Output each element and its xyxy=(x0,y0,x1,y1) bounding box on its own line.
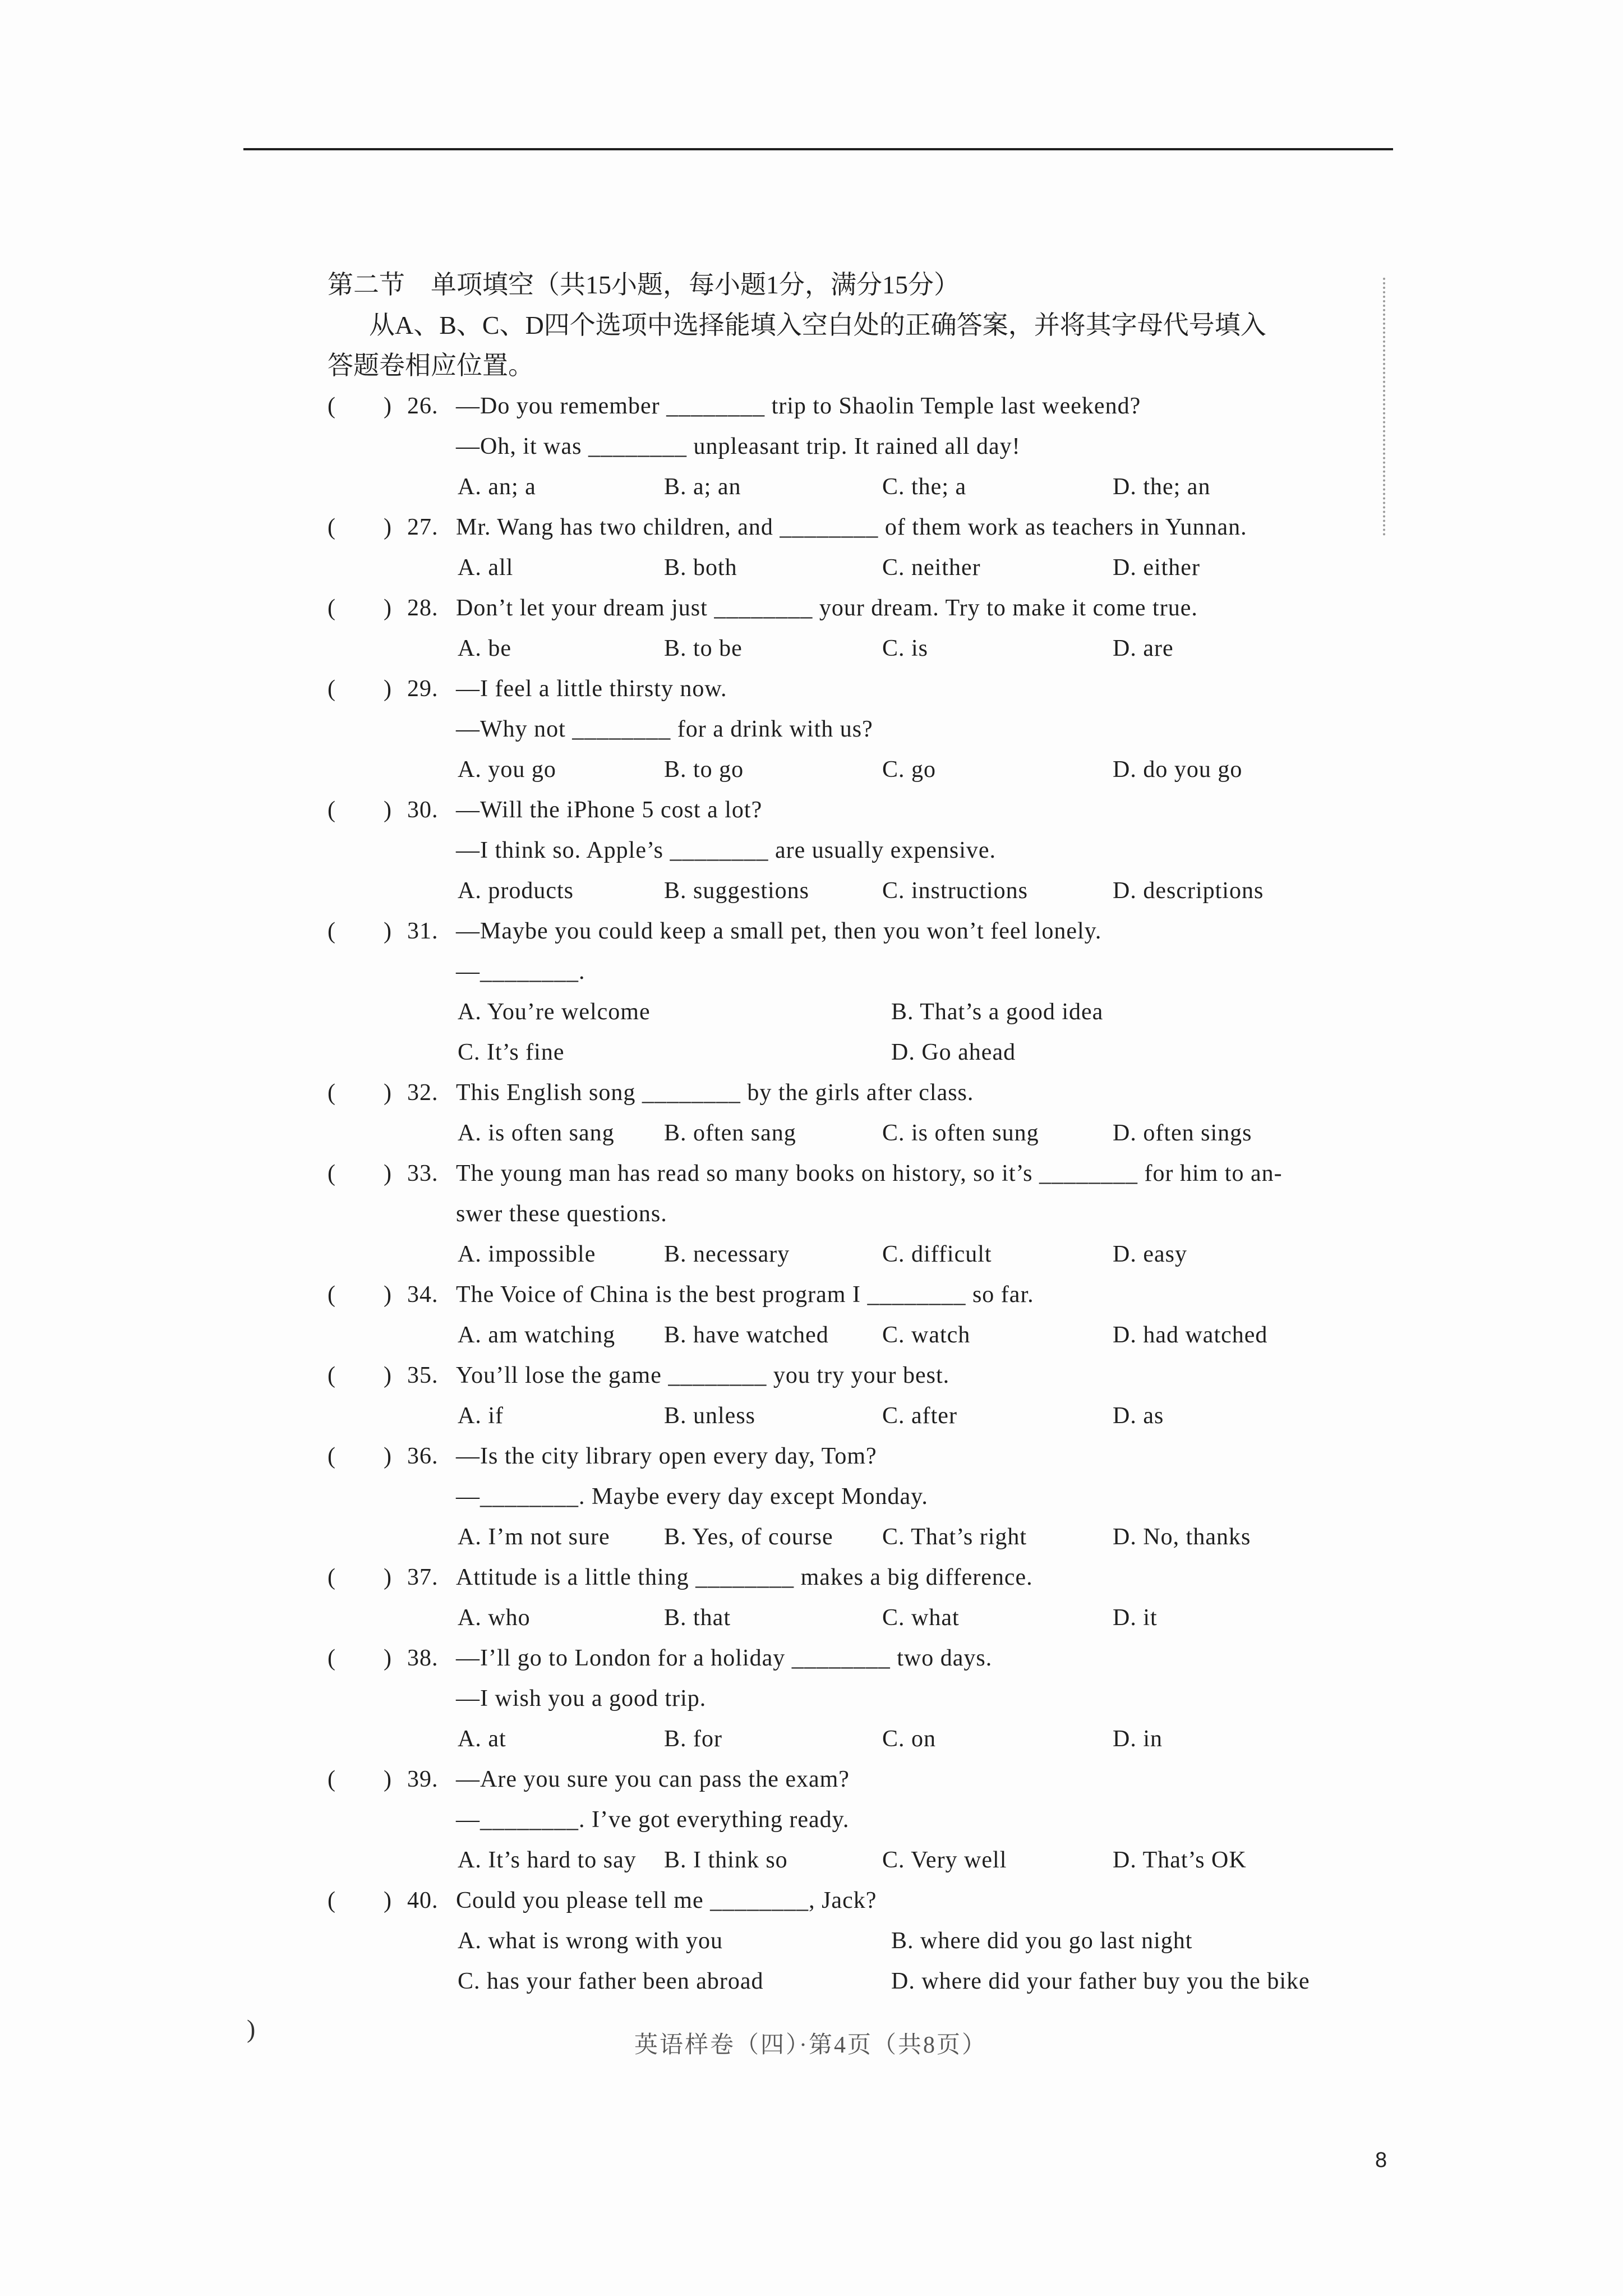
option-c: C. neither xyxy=(882,555,981,581)
question-stem: —________. I’ve got everything ready. xyxy=(456,1807,850,1833)
question-number: 27. xyxy=(407,514,439,540)
question-number: 26. xyxy=(407,393,439,419)
question-number: 30. xyxy=(407,797,439,823)
option-b: B. a; an xyxy=(664,474,741,500)
option-d: D. That’s OK xyxy=(1113,1847,1247,1873)
question-stem-row xyxy=(328,1759,1449,1800)
option-c: C. watch xyxy=(882,1322,971,1348)
options-row xyxy=(328,1032,1449,1073)
option-c: C. has your father been abroad xyxy=(458,1968,764,1994)
question-stem-row xyxy=(328,1880,1449,1921)
question-stem: —I’ll go to London for a holiday ________ two days. xyxy=(456,1645,993,1671)
answer-bracket-close: ) xyxy=(384,676,392,702)
option-d: D. had watched xyxy=(1113,1322,1268,1348)
question-stem-row xyxy=(328,1557,1449,1598)
question-stem: —Why not ________ for a drink with us? xyxy=(456,716,873,742)
question-stem: —Will the iPhone 5 cost a lot? xyxy=(456,797,763,823)
section-instruction-line-1: 从A、B、C、D四个选项中选择能填入空白处的正确答案，并将其字母代号填入 xyxy=(369,311,1266,339)
option-d: D. do you go xyxy=(1113,757,1243,783)
question-stem-row xyxy=(328,1153,1449,1194)
option-b: B. have watched xyxy=(664,1322,829,1348)
option-a: A. if xyxy=(458,1403,504,1429)
answer-bracket-open: ( xyxy=(328,1282,336,1308)
answer-bracket-close: ) xyxy=(384,1766,392,1792)
question-stem-row xyxy=(328,951,1449,992)
option-b: B. That’s a good idea xyxy=(891,999,1104,1025)
answer-bracket-close: ) xyxy=(384,1161,392,1186)
option-b: B. unless xyxy=(664,1403,756,1429)
option-c: C. go xyxy=(882,757,937,783)
option-c: C. is xyxy=(882,636,929,661)
question-stem-row xyxy=(328,1355,1449,1396)
question-number: 34. xyxy=(407,1282,439,1308)
option-a: A. You’re welcome xyxy=(458,999,651,1025)
question-stem: The young man has read so many books on history, so it’s ________ for him to an- xyxy=(456,1161,1283,1186)
option-b: B. where did you go last night xyxy=(891,1928,1193,1954)
question-stem-row xyxy=(328,790,1449,830)
question-stem-row xyxy=(328,830,1449,871)
answer-bracket-close: ) xyxy=(384,1443,392,1469)
option-c: C. difficult xyxy=(882,1241,992,1267)
answer-bracket-open: ( xyxy=(328,1363,336,1388)
question-stem-row xyxy=(328,1073,1449,1113)
question-27 xyxy=(328,507,1449,588)
answer-bracket-open: ( xyxy=(328,1565,336,1590)
question-stem-row xyxy=(328,911,1449,951)
option-d: D. as xyxy=(1113,1403,1164,1429)
question-number: 33. xyxy=(407,1161,439,1186)
options-row xyxy=(328,1113,1449,1153)
question-number: 37. xyxy=(407,1565,439,1590)
question-stem-row xyxy=(328,1274,1449,1315)
question-stem: —Is the city library open every day, Tom? xyxy=(456,1443,877,1469)
option-b: B. Yes, of course xyxy=(664,1524,833,1550)
option-d: D. the; an xyxy=(1113,474,1211,500)
answer-bracket-open: ( xyxy=(328,918,336,944)
question-stem-row xyxy=(328,1436,1449,1476)
question-number: 35. xyxy=(407,1363,439,1388)
question-30 xyxy=(328,790,1449,911)
answer-bracket-open: ( xyxy=(328,1443,336,1469)
question-stem: swer these questions. xyxy=(456,1201,667,1227)
option-b: B. necessary xyxy=(664,1241,790,1267)
option-d: D. either xyxy=(1113,555,1200,581)
answer-bracket-open: ( xyxy=(328,1888,336,1913)
question-32 xyxy=(328,1073,1449,1153)
option-c: C. is often sung xyxy=(882,1120,1039,1146)
options-row xyxy=(328,1840,1449,1880)
option-d: D. where did your father buy you the bike xyxy=(891,1968,1310,1994)
option-a: A. all xyxy=(458,555,514,581)
option-a: A. impossible xyxy=(458,1241,596,1267)
options-row xyxy=(328,467,1449,507)
question-stem: —Are you sure you can pass the exam? xyxy=(456,1766,850,1792)
answer-bracket-close: ) xyxy=(384,393,392,419)
question-stem-row xyxy=(328,1476,1449,1517)
question-stem: You’ll lose the game ________ you try your best. xyxy=(456,1363,950,1388)
answer-bracket-close: ) xyxy=(384,514,392,540)
option-d: D. often sings xyxy=(1113,1120,1252,1146)
question-stem: —________. Maybe every day except Monday. xyxy=(456,1484,928,1510)
answer-bracket-open: ( xyxy=(328,595,336,621)
question-stem: The Voice of China is the best program I ________ so far. xyxy=(456,1282,1034,1308)
option-c: C. the; a xyxy=(882,474,967,500)
question-33 xyxy=(328,1153,1449,1274)
option-a: A. be xyxy=(458,636,511,661)
option-a: A. an; a xyxy=(458,474,536,500)
answer-bracket-close: ) xyxy=(384,1565,392,1590)
option-c: C. Very well xyxy=(882,1847,1007,1873)
question-stem-row xyxy=(328,1638,1449,1678)
option-a: A. am watching xyxy=(458,1322,616,1348)
question-38 xyxy=(328,1638,1449,1759)
option-d: D. in xyxy=(1113,1726,1163,1752)
question-stem: —Maybe you could keep a small pet, then you won’t feel lonely. xyxy=(456,918,1102,944)
question-number: 31. xyxy=(407,918,439,944)
margin-mark: ) xyxy=(247,2014,256,2043)
answer-bracket-open: ( xyxy=(328,1766,336,1792)
options-row xyxy=(328,871,1449,911)
answer-bracket-close: ) xyxy=(384,595,392,621)
question-34 xyxy=(328,1274,1449,1355)
option-b: B. to go xyxy=(664,757,744,783)
option-b: B. suggestions xyxy=(664,878,810,904)
answer-bracket-close: ) xyxy=(384,1645,392,1671)
option-d: D. easy xyxy=(1113,1241,1187,1267)
answer-bracket-close: ) xyxy=(384,1080,392,1106)
question-stem-row xyxy=(328,1678,1449,1719)
question-stem: Don’t let your dream just ________ your dream. Try to make it come true. xyxy=(456,595,1198,621)
question-number: 36. xyxy=(407,1443,439,1469)
question-number: 40. xyxy=(407,1888,439,1913)
section-title: 第二节 单项填空（共15小题，每小题1分，满分15分） xyxy=(328,270,960,299)
option-a: A. at xyxy=(458,1726,506,1752)
option-a: A. products xyxy=(458,878,574,904)
answer-bracket-open: ( xyxy=(328,1080,336,1106)
page-number: 8 xyxy=(1375,2148,1387,2172)
question-stem: Attitude is a little thing ________ makes a big difference. xyxy=(456,1565,1033,1590)
options-row xyxy=(328,1921,1449,1961)
option-c: C. after xyxy=(882,1403,957,1429)
question-stem-row xyxy=(328,1800,1449,1840)
question-stem-row xyxy=(328,669,1449,709)
options-row xyxy=(328,547,1449,588)
question-stem-row xyxy=(328,426,1449,467)
answer-bracket-open: ( xyxy=(328,1161,336,1186)
answer-bracket-open: ( xyxy=(328,676,336,702)
option-a: A. is often sang xyxy=(458,1120,615,1146)
question-29 xyxy=(328,669,1449,790)
question-40 xyxy=(328,1880,1449,2001)
option-a: A. you go xyxy=(458,757,556,783)
option-c: C. on xyxy=(882,1726,937,1752)
options-row xyxy=(328,1598,1449,1638)
options-row xyxy=(328,749,1449,790)
question-stem: Mr. Wang has two children, and ________ of them work as teachers in Yunnan. xyxy=(456,514,1247,540)
question-37 xyxy=(328,1557,1449,1638)
question-26 xyxy=(328,386,1449,507)
exam-section xyxy=(328,265,1449,2001)
question-stem: —I think so. Apple’s ________ are usually expensive. xyxy=(456,838,997,863)
answer-bracket-close: ) xyxy=(384,1888,392,1913)
question-stem-row xyxy=(328,709,1449,749)
header-rule xyxy=(243,148,1393,150)
options-row xyxy=(328,992,1449,1032)
options-row xyxy=(328,628,1449,669)
option-b: B. that xyxy=(664,1605,731,1631)
option-b: B. to be xyxy=(664,636,743,661)
question-number: 28. xyxy=(407,595,439,621)
question-stem-row xyxy=(328,507,1449,547)
question-stem-row xyxy=(328,1194,1449,1234)
option-d: D. it xyxy=(1113,1605,1158,1631)
question-stem: Could you please tell me ________, Jack? xyxy=(456,1888,877,1913)
option-b: B. for xyxy=(664,1726,722,1752)
question-number: 32. xyxy=(407,1080,439,1106)
option-a: A. I’m not sure xyxy=(458,1524,610,1550)
question-28 xyxy=(328,588,1449,669)
question-stem: —Do you remember ________ trip to Shaolin Temple last weekend? xyxy=(456,393,1141,419)
options-row xyxy=(328,1517,1449,1557)
answer-bracket-open: ( xyxy=(328,393,336,419)
option-b: B. I think so xyxy=(664,1847,788,1873)
option-a: A. who xyxy=(458,1605,531,1631)
question-number: 38. xyxy=(407,1645,439,1671)
question-stem-row xyxy=(328,386,1449,426)
option-c: C. what xyxy=(882,1605,960,1631)
option-b: B. both xyxy=(664,555,737,581)
question-35 xyxy=(328,1355,1449,1436)
question-31 xyxy=(328,911,1449,1073)
option-d: D. are xyxy=(1113,636,1174,661)
option-a: A. It’s hard to say xyxy=(458,1847,637,1873)
question-stem: —Oh, it was ________ unpleasant trip. It rained all day! xyxy=(456,434,1021,459)
question-stem: This English song ________ by the girls after class. xyxy=(456,1080,974,1106)
question-stem: —I feel a little thirsty now. xyxy=(456,676,727,702)
option-c: C. That’s right xyxy=(882,1524,1027,1550)
option-c: C. It’s fine xyxy=(458,1039,565,1065)
answer-bracket-close: ) xyxy=(384,918,392,944)
answer-bracket-open: ( xyxy=(328,1645,336,1671)
question-stem: —________. xyxy=(456,959,585,984)
options-row xyxy=(328,1719,1449,1759)
option-b: B. often sang xyxy=(664,1120,796,1146)
option-d: D. Go ahead xyxy=(891,1039,1016,1065)
question-39 xyxy=(328,1759,1449,1880)
answer-bracket-close: ) xyxy=(384,1282,392,1308)
answer-bracket-open: ( xyxy=(328,797,336,823)
question-number: 39. xyxy=(407,1766,439,1792)
answer-bracket-close: ) xyxy=(384,1363,392,1388)
option-c: C. instructions xyxy=(882,878,1029,904)
options-row xyxy=(328,1961,1449,2001)
answer-bracket-close: ) xyxy=(384,797,392,823)
option-d: D. No, thanks xyxy=(1113,1524,1251,1550)
answer-bracket-open: ( xyxy=(328,514,336,540)
question-36 xyxy=(328,1436,1449,1557)
section-instruction-line-2: 答题卷相应位置。 xyxy=(328,351,534,380)
question-list xyxy=(328,386,1449,2001)
option-a: A. what is wrong with you xyxy=(458,1928,723,1954)
question-stem-row xyxy=(328,588,1449,628)
options-row xyxy=(328,1234,1449,1274)
options-row xyxy=(328,1315,1449,1355)
options-row xyxy=(328,1396,1449,1436)
question-stem: —I wish you a good trip. xyxy=(456,1686,707,1711)
question-number: 29. xyxy=(407,676,439,702)
option-d: D. descriptions xyxy=(1113,878,1264,904)
page-footer: 英语样卷（四）·第4页（共8页） xyxy=(634,2032,987,2058)
